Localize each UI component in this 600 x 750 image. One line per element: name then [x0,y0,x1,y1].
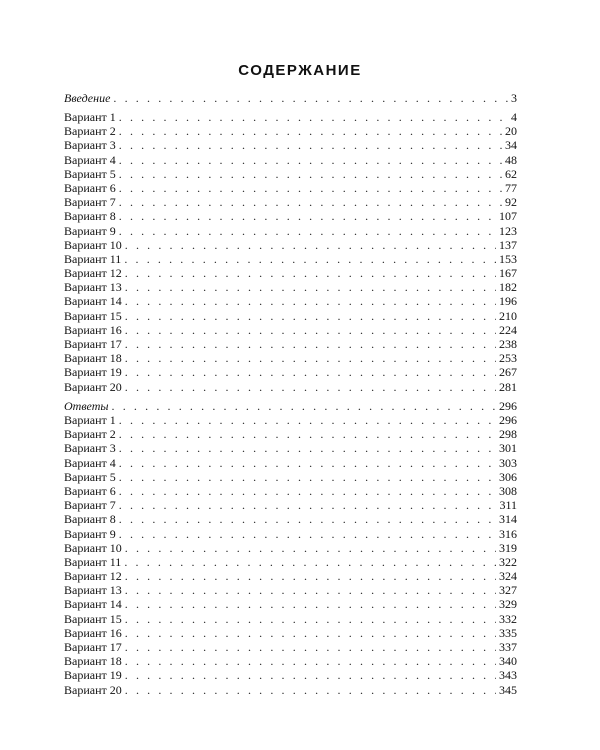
toc-entry-label: Вариант 5 [64,166,116,181]
toc-entry-page: 314 [499,512,517,527]
dot-leader [125,597,496,611]
toc-entry [64,683,517,697]
toc-entry-label: Вариант 18 [64,351,122,366]
toc-entry-page: 224 [499,322,517,337]
dot-leader [119,138,502,152]
toc-entry-page: 301 [499,441,517,456]
toc-entry [64,309,517,323]
dot-leader [125,365,496,379]
toc-entry-label: Вариант 20 [64,682,122,697]
toc-entry-page: 329 [499,597,517,612]
toc-entry-label: Вариант 1 [64,413,116,427]
toc-entry-page: 77 [505,180,517,195]
dot-leader [125,569,496,583]
toc-entry-label: Введение [64,91,111,105]
toc-entry-page: 153 [499,251,517,266]
toc-entry [64,209,517,223]
toc-entry [64,380,517,394]
toc-entry-label: Вариант 15 [64,308,122,323]
toc-entry [64,612,517,626]
toc-answers-section [64,399,517,413]
toc-entry-label: Вариант 17 [64,337,122,351]
toc-entry-label: Вариант 19 [64,365,122,380]
toc-entry-label: Вариант 16 [64,625,122,640]
toc-entry-page: 343 [499,668,517,683]
toc-entry [64,280,517,294]
toc-entry [64,626,517,640]
dot-leader [112,399,496,413]
dot-leader [125,337,496,351]
toc-entry-label: Вариант 7 [64,498,116,513]
toc-entry-page: 306 [499,469,517,484]
dot-leader [119,124,502,138]
dot-leader [119,153,502,167]
toc-entry-page: 196 [499,294,517,309]
toc-entry-page: 92 [505,195,517,210]
toc-entry-page: 281 [499,379,517,394]
dot-leader [119,498,497,512]
toc-entry-page: 332 [499,611,517,626]
toc-entry [64,351,517,365]
toc-entry [64,337,517,351]
toc-entry-page: 322 [499,554,517,569]
toc-variants-list [64,110,517,394]
dot-leader [119,441,496,455]
toc-entry-page: 327 [499,583,517,598]
toc-entry [64,541,517,555]
toc-entry [64,456,517,470]
dot-leader [119,456,496,470]
toc-intro-section [64,91,517,105]
toc-entry [64,266,517,280]
dot-leader [119,195,502,209]
toc-entry-page: 319 [499,540,517,555]
toc-entry-page: 107 [499,209,517,224]
toc-entry-page: 62 [505,166,517,181]
toc-entry-page: 238 [499,337,517,351]
dot-leader [119,181,502,195]
dot-leader [119,167,502,181]
toc-entry-label: Вариант 1 [64,110,116,124]
toc-entry [64,138,517,152]
toc-entry [64,167,517,181]
toc-entry-label: Вариант 10 [64,237,122,252]
toc-entry-page: 311 [499,498,517,513]
toc-entry-label: Вариант 14 [64,294,122,309]
dot-leader [119,110,508,124]
toc-entry-label: Вариант 12 [64,569,122,584]
toc-entry-label: Вариант 6 [64,180,116,195]
toc-entry [64,597,517,611]
dot-leader [119,209,496,223]
toc-entry-label: Вариант 16 [64,322,122,337]
toc-entry [64,527,517,541]
dot-leader [119,413,496,427]
dot-leader [125,266,496,280]
toc-entry [64,555,517,569]
dot-leader [119,427,496,441]
toc-entry-page: 210 [499,308,517,323]
toc-entry [64,252,517,266]
toc-entry-page: 4 [511,110,517,124]
toc-entry-label: Вариант 13 [64,280,122,295]
toc-entry-page: 267 [499,365,517,380]
dot-leader [119,470,496,484]
toc-entry-page: 324 [499,569,517,584]
dot-leader [124,252,496,266]
dot-leader [124,555,496,569]
toc-entry-label: Вариант 9 [64,526,116,541]
dot-leader [119,512,496,526]
toc-entry-label: Вариант 11 [64,554,122,569]
toc-entry-page: 182 [499,280,517,295]
toc-entry [64,110,517,124]
toc-entry-page: 123 [499,223,517,238]
toc-entry-label: Вариант 7 [64,195,116,210]
toc-entry-label: Вариант 13 [64,583,122,598]
toc-entry-label: Вариант 3 [64,441,116,456]
dot-leader [125,612,496,626]
toc-entry-page: 308 [499,483,517,498]
dot-leader [125,294,496,308]
dot-leader [125,583,496,597]
dot-leader [113,91,508,105]
toc-entry-label: Вариант 2 [64,427,116,442]
dot-leader [119,224,496,238]
toc-entry-label: Вариант 19 [64,668,122,683]
toc-entry-page: 296 [499,399,517,413]
toc-entry [64,365,517,379]
dot-leader [125,654,496,668]
dot-leader [125,541,496,555]
toc-entry-page: 20 [505,124,517,139]
dot-leader [125,668,496,682]
toc-entry-label: Вариант 6 [64,483,116,498]
toc-entry [64,441,517,455]
page-title: СОДЕРЖАНИЕ [238,62,362,79]
toc-entry-label: Вариант 18 [64,654,122,669]
toc-entry [64,323,517,337]
dot-leader [119,484,496,498]
toc-entry [64,294,517,308]
toc-entry-page: 167 [499,266,517,281]
toc-entry-page: 345 [499,682,517,697]
toc-entry [64,512,517,526]
toc-entry-page: 34 [505,138,517,153]
toc-entry-intro [64,91,517,105]
dot-leader [125,380,496,394]
toc-entry [64,484,517,498]
dot-leader [125,640,496,654]
toc-entry-label: Вариант 11 [64,251,122,266]
toc-entry-label: Вариант 9 [64,223,116,238]
toc-entry-page: 296 [499,413,517,427]
toc-entry-label: Вариант 3 [64,138,116,153]
toc-entry-label: Вариант 8 [64,209,116,224]
toc-entry [64,181,517,195]
toc-entry-page: 316 [499,526,517,541]
dot-leader [125,309,496,323]
toc-entry [64,427,517,441]
toc-entry-label: Вариант 5 [64,469,116,484]
toc-entry [64,153,517,167]
toc-entry [64,654,517,668]
toc-entry-label: Вариант 10 [64,540,122,555]
toc-entry [64,238,517,252]
toc-entry [64,668,517,682]
toc-entry-page: 253 [499,351,517,366]
toc-entry-label: Вариант 14 [64,597,122,612]
toc-entry-page: 335 [499,625,517,640]
dot-leader [125,683,496,697]
toc-entry [64,224,517,238]
toc-entry-page: 137 [499,237,517,252]
toc-entry-page: 298 [499,427,517,442]
dot-leader [125,626,496,640]
toc-entry-page: 48 [505,152,517,167]
toc-entry-label: Вариант 17 [64,640,122,654]
dot-leader [125,238,496,252]
toc-entry-label: Вариант 4 [64,152,116,167]
dot-leader [125,351,496,365]
toc-entry-label: Вариант 8 [64,512,116,527]
dot-leader [125,280,496,294]
toc-entry [64,195,517,209]
toc-entry [64,470,517,484]
toc-entry-page: 340 [499,654,517,669]
toc-entry-page: 303 [499,455,517,470]
toc-entry-label: Вариант 15 [64,611,122,626]
toc-entry-label: Вариант 2 [64,124,116,139]
toc-entry [64,413,517,427]
toc-entry-answers [64,399,517,413]
toc-entry-label: Вариант 12 [64,266,122,281]
toc-entry-label: Ответы [64,399,109,413]
toc-entry [64,569,517,583]
toc-entry-page: 3 [511,91,517,105]
toc-entry-label: Вариант 4 [64,455,116,470]
dot-leader [119,527,496,541]
toc-answer-variants-list [64,413,517,697]
toc-entry [64,498,517,512]
toc-entry [64,583,517,597]
toc-entry-page: 337 [499,640,517,654]
toc-entry [64,124,517,138]
dot-leader [125,323,496,337]
toc-entry [64,640,517,654]
toc-entry-label: Вариант 20 [64,379,122,394]
